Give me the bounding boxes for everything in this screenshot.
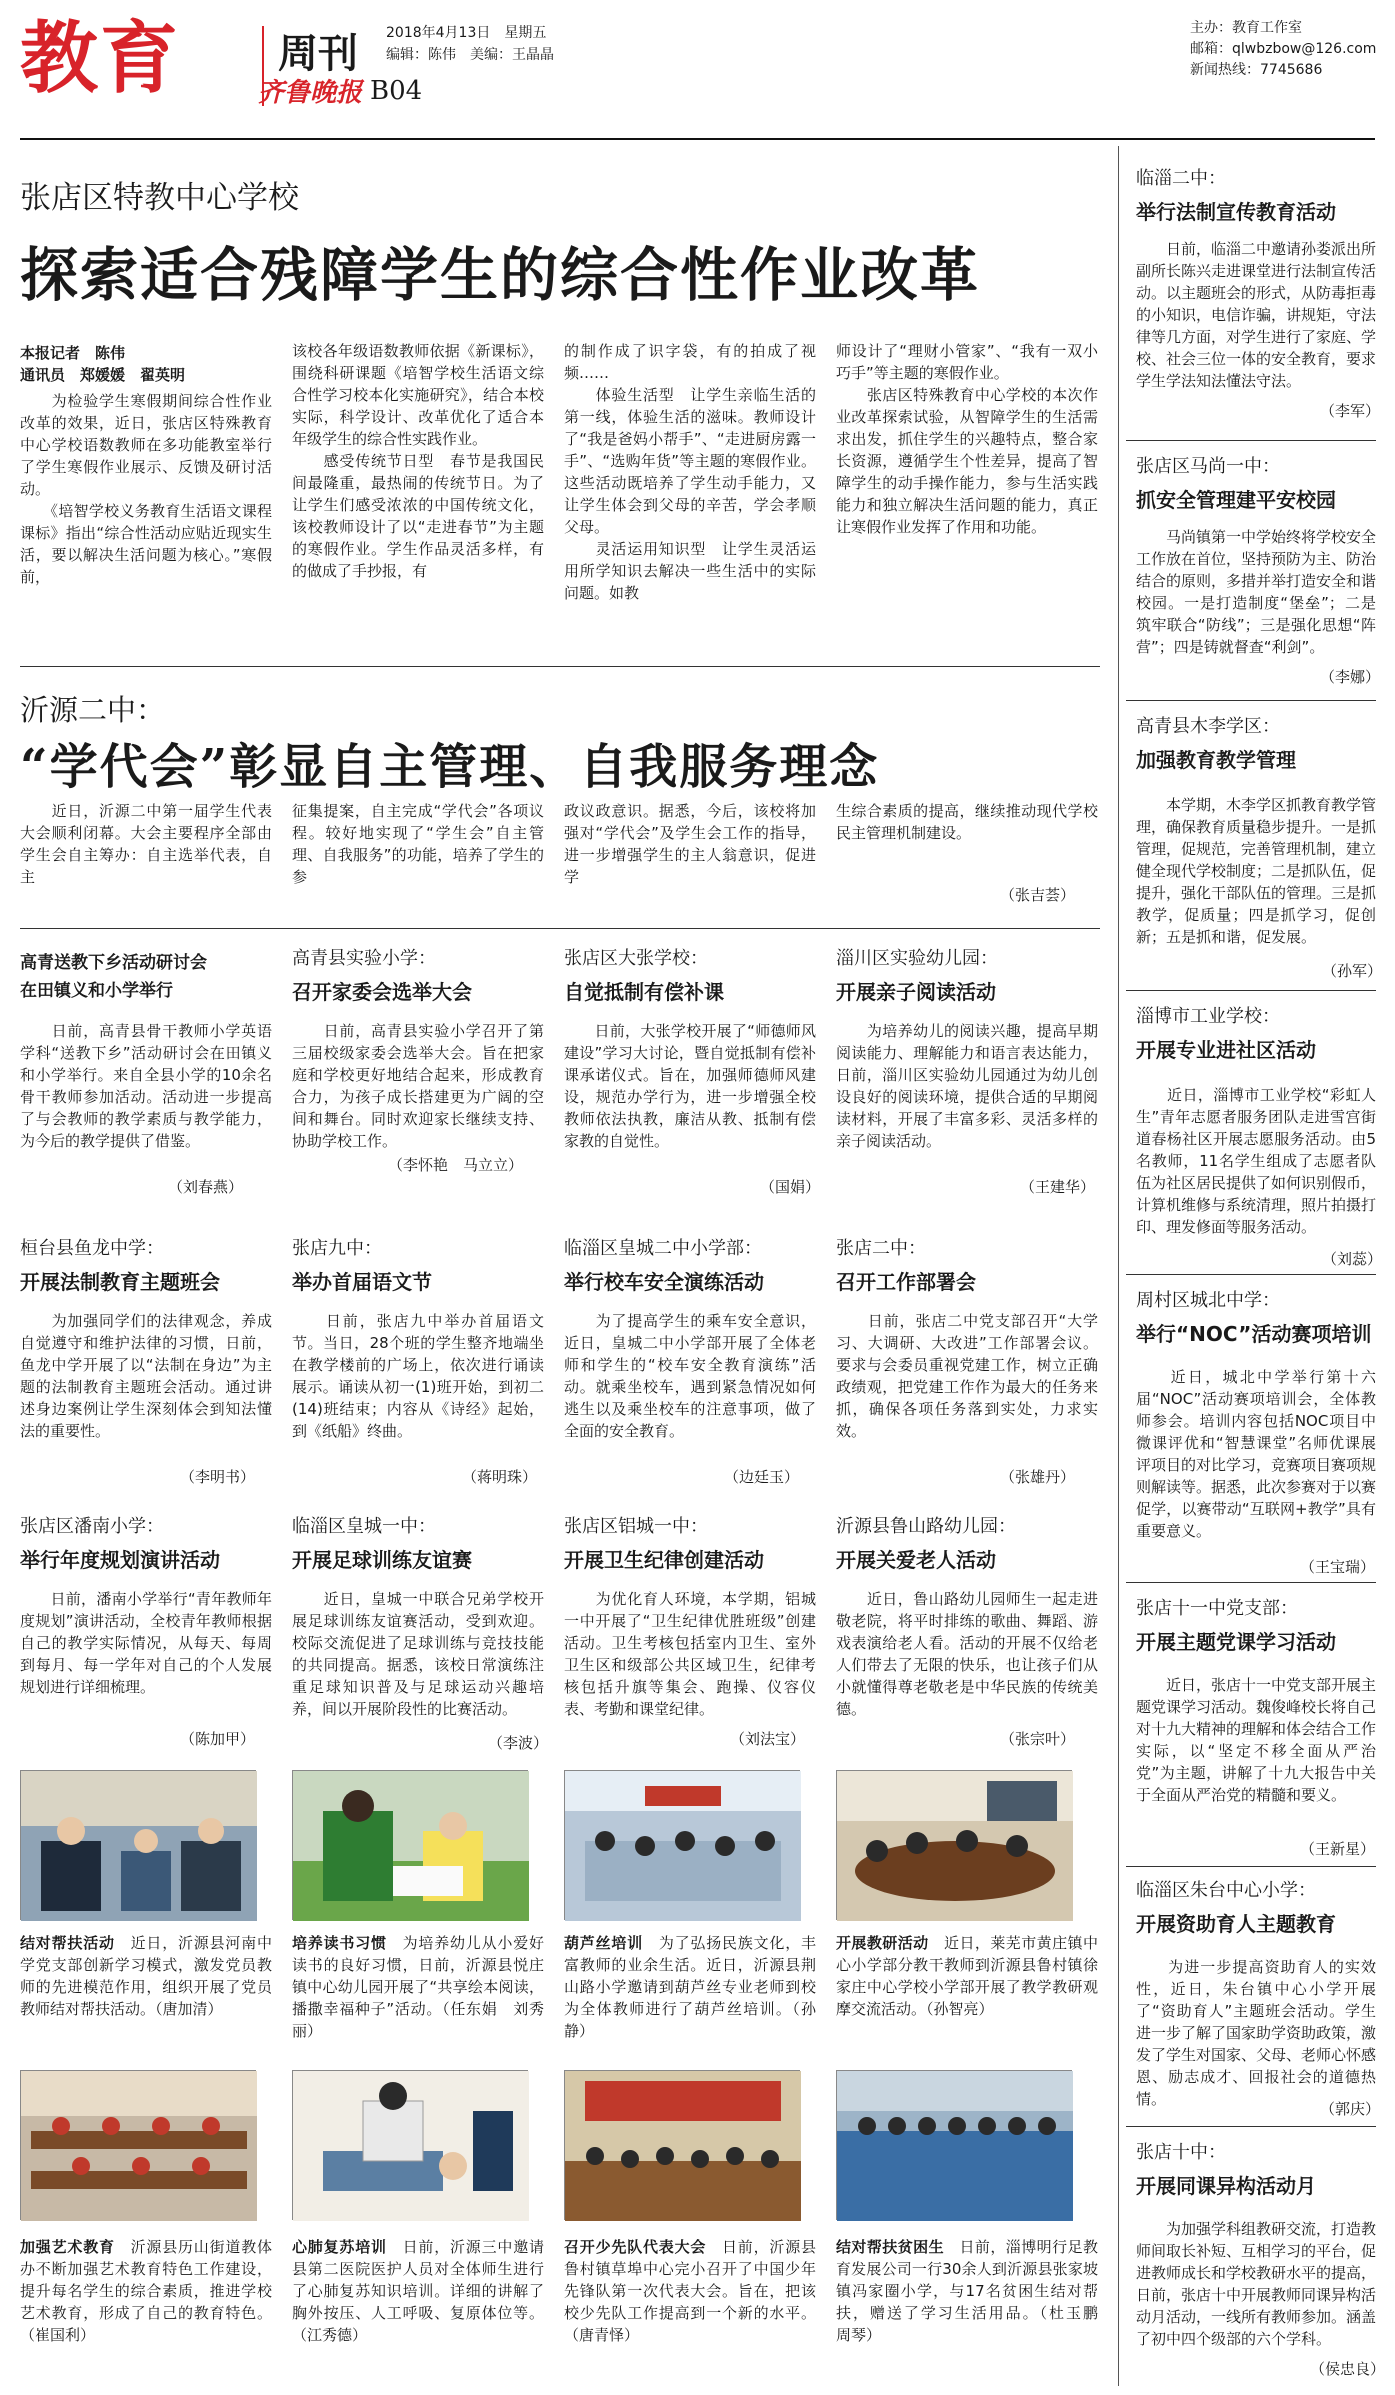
sidebar-rule bbox=[1126, 1582, 1376, 1583]
sidebar-3-author: （孙军） bbox=[1322, 962, 1383, 980]
photo-7-caption-title: 召开少先队代表大会 bbox=[564, 2238, 707, 2256]
sidebar-rule bbox=[1126, 440, 1376, 441]
sidebar-4-kicker: 淄博市工业学校： bbox=[1136, 1006, 1280, 1027]
brief-5-body: 为加强同学们的法律观念，养成自觉遵守和维护法律的习惯，日前，鱼龙中学开展了以“法制在身边”为主题的法制教育主题班会活动。通过讲述身边案例让学生深刻体会到知法懂法的重要性。 bbox=[20, 1312, 272, 1440]
brief-2-author: （李怀艳 马立立） bbox=[388, 1156, 524, 1174]
section-rule bbox=[20, 666, 1100, 667]
sidebar-2-author: （李娜） bbox=[1320, 668, 1381, 686]
sidebar-4-body: 近日，淄博市工业学校“彩虹人生”青年志愿者服务团队走进雪宫街道春杨社区开展志愿服务活动。由5名教师，11名学生组成了志愿者队伍为社区居民提供了如何识别假币，计算机维修与系统清理，照片拍摄打印、理发修面等服务活动。 bbox=[1136, 1086, 1377, 1236]
weekly-label: 周刊 bbox=[278, 30, 358, 77]
photo-4-caption-text: 近日，莱芜市黄庄镇中心小学部分教干教师到沂源县鲁村镇徐家庄中心学校小学部开展了教学教研观摩交流活动。 bbox=[836, 1934, 1098, 2018]
second-col-3: 政议政意识。据悉，今后，该校将加强对“学代会”及学生会工作的指导，进一步增强学生的主人翁意识，促进学 bbox=[564, 802, 816, 886]
sidebar-8-title: 开展同课异构活动月 bbox=[1136, 2174, 1316, 2198]
sidebar-rule bbox=[1126, 700, 1376, 701]
photo-6-author: （江秀德） bbox=[292, 2326, 368, 2344]
section-title: 教育 bbox=[20, 13, 181, 104]
briefs-rule bbox=[20, 928, 1100, 929]
photo-5-caption-text: 沂源县历山街道教体办不断加强艺术教育特色工作建设，提升每名学生的综合素质，推进学校艺术教育，形成了自己的教育特色。 bbox=[20, 2238, 272, 2322]
brief-3-title: 自觉抵制有偿补课 bbox=[564, 980, 724, 1004]
brief-6-body: 日前，张店九中举办首届语文节。当日，28个班的学生整齐地端坐在教学楼前的广场上，依次进行诵读展示。诵读从初一(1)班开始，到初二(14)班结束；内容从《诗经》起始，到《纸船》终曲。 bbox=[292, 1312, 544, 1440]
sidebar-3-title: 加强教育教学管理 bbox=[1136, 748, 1296, 772]
brief-3-body: 日前，大张学校开展了“师德师风建设”学习大讨论，暨自觉抵制有偿补课承诺仪式。旨在，加强师德师风建设，规范办学行为，进一步增强全校教师依法执教，廉洁从教、抵制有偿家教的自觉性。 bbox=[564, 1022, 816, 1150]
issue-date: 2018年4月13日 星期五 bbox=[386, 25, 547, 41]
brief-2-kicker: 高青县实验小学： bbox=[292, 948, 436, 969]
photo-8-caption bbox=[836, 2236, 1113, 2366]
brief-7-kicker: 临淄区皇城二中小学部： bbox=[564, 1238, 762, 1259]
brief-12-title: 开展关爱老人活动 bbox=[836, 1548, 996, 1572]
photo-5-author: （崔国利） bbox=[20, 2326, 96, 2344]
photo-4-caption-title: 开展教研活动 bbox=[836, 1934, 929, 1952]
second-headline: “学代会”彰显自主管理、自我服务理念 bbox=[20, 739, 880, 795]
brief-12-kicker: 沂源县鲁山路幼儿园： bbox=[836, 1516, 1016, 1537]
lead-kicker: 张店区特教中心学校 bbox=[20, 180, 299, 216]
lead-headline: 探索适合残障学生的综合性作业改革 bbox=[20, 241, 981, 309]
photo-7-caption-text: 日前，沂源县鲁村镇草埠中心完小召开了中国少年先锋队第一次代表大会。旨在，把该校少先队工作提高到一个新的水平。 bbox=[564, 2238, 816, 2322]
sidebar-4-author: （刘蕊） bbox=[1322, 1250, 1383, 1268]
sidebar-rule bbox=[1126, 1866, 1376, 1867]
brief-4-author: （王建华） bbox=[1020, 1178, 1096, 1196]
brief-1-author: （刘春燕） bbox=[168, 1178, 244, 1196]
sidebar-8-body: 为加强学科组教研交流，打造教师间取长补短、互相学习的平台，促进教师成长和学校教研水平的提高，日前，张店十中开展教师同课异构活动月活动，一线所有教师参加。涵盖了初中四个级部的六个学科。 bbox=[1136, 2220, 1377, 2348]
lead-col-3: 的制作成了识字袋，有的拍成了视频…… 体验生活型 让学生亲临生活的第一线，体验生活的滋味。教师设计了“我是爸妈小帮手”、“走进厨房露一手”、“选购年货”等主题的寒假作业。这些活动既培养了学生动手能力，又让学生体会到父母的辛苦，学会孝顺父母。 灵活运用知识型 让学生灵活运用所学知识去解决一些生活中的实际问题。如教 bbox=[564, 342, 816, 602]
photo-2-caption-text: 为培养幼儿从小爱好读书的良好习惯，日前，沂源县悦庄镇中心幼儿园开展了“共享绘本阅读，播撒幸福种子”活动。 bbox=[292, 1934, 544, 2018]
photo-3-author: （孙静） bbox=[564, 2000, 816, 2040]
photo-3-caption-text: 为了弘扬民族文化，丰富教师的业余生活。近日，沂源县荆山路小学邀请到葫芦丝专业老师到校为全体教师进行了葫芦丝培训。 bbox=[564, 1934, 816, 2018]
photo-art-education bbox=[20, 2070, 256, 2220]
photo-5-caption-title: 加强艺术教育 bbox=[20, 2238, 115, 2256]
sidebar-5-title: 举行“NOC”活动赛项培训 bbox=[1136, 1322, 1372, 1346]
sidebar-4-title: 开展专业进社区活动 bbox=[1136, 1038, 1316, 1062]
brief-12-body: 近日，鲁山路幼儿园师生一起走进敬老院，将平时排练的歌曲、舞蹈、游戏表演给老人看。活动的开展不仅给老人们带去了无限的快乐，也让孩子们从小就懂得尊老敬老是中华民族的传统美德。 bbox=[836, 1590, 1098, 1718]
sidebar-7-title: 开展资助育人主题教育 bbox=[1136, 1912, 1336, 1936]
sidebar-8-author: （侯忠良） bbox=[1310, 2360, 1386, 2378]
brief-10-title: 开展足球训练友谊赛 bbox=[292, 1548, 472, 1572]
newspaper-logo: 齐鲁晚报 bbox=[258, 78, 363, 108]
brief-1-sub: 在田镇义和小学举行 bbox=[20, 981, 173, 1001]
photo-1-caption-text: 近日，沂源县河南中学党支部创新学习模式，激发党员教师的先进模范作用，组织开展了党员教师结对帮扶活动。 bbox=[20, 1934, 272, 2018]
sidebar-1-body: 日前，临淄二中邀请孙娄派出所副所长陈兴走进课堂进行法制宣传活动。以主题班会的形式，从防毒拒毒的小知识，电信诈骗，讲规矩，守法律等几方面，对学生进行了家庭、学校、社会三位一体的安全教育，要求学生学法知法懂法守法。 bbox=[1136, 240, 1377, 390]
brief-2-body: 日前，高青县实验小学召开了第三届校级家委会选举大会。旨在把家庭和学校更好地结合起来，形成教育合力，为孩子成长搭建更为广阔的空间和舞台。同时欢迎家长继续支持、协助学校工作。 bbox=[292, 1022, 544, 1150]
photo-4-caption bbox=[836, 1932, 1098, 2018]
brief-2-title: 召开家委会选举大会 bbox=[292, 980, 472, 1004]
photo-6-caption-text: 日前，沂源三中邀请县第二医院医护人员对全体师生进行了心肺复苏知识培训。详细的讲解了胸外按压、人工呼吸、复原体位等。 bbox=[292, 2238, 544, 2322]
brief-11-kicker: 张店区铝城一中： bbox=[564, 1516, 708, 1537]
brief-8-body: 日前，张店二中党支部召开“大学习、大调研、大改进”工作部署会议。要求与会委员重视党建工作，树立正确政绩观，把党建工作作为最大的任务来抓，确保各项任务落到实处，力求实效。 bbox=[836, 1312, 1098, 1440]
editor-credits: 编辑：陈伟 美编：王晶晶 bbox=[386, 47, 554, 63]
photo-teaching-research bbox=[836, 1770, 1072, 1920]
photo-7-caption bbox=[564, 2236, 816, 2366]
photo-2-caption-title: 培养读书习惯 bbox=[292, 1934, 387, 1952]
sidebar-1-kicker: 临淄二中： bbox=[1136, 168, 1226, 189]
sidebar-divider bbox=[1118, 146, 1119, 2386]
photo-6-caption bbox=[292, 2236, 544, 2366]
sidebar-7-kicker: 临淄区朱台中心小学： bbox=[1136, 1880, 1316, 1901]
brief-9-author: （陈加甲） bbox=[180, 1730, 256, 1748]
sidebar-6-body: 近日，张店十一中党支部开展主题党课学习活动。魏俊峰校长将自己对十九大精神的理解和体会结合工作实际，以“坚定不移全面从严治党”为主题，讲解了十九大报告中关于全面从严治党的精髓和要义。 bbox=[1136, 1676, 1377, 1804]
brief-1-body: 日前，高青县骨干教师小学英语学科“送教下乡”活动研讨会在田镇义和小学举行。来自全县小学的10余名骨干教师参加活动。活动进一步提高了与会教师的教学素质与教学能力，为今后的教学提供了借鉴。 bbox=[20, 1022, 272, 1150]
sidebar-rule bbox=[1126, 990, 1376, 991]
photo-young-pioneers bbox=[564, 2070, 800, 2220]
brief-6-kicker: 张店九中： bbox=[292, 1238, 382, 1259]
brief-10-kicker: 临淄区皇城一中： bbox=[292, 1516, 436, 1537]
photo-hulusi-training bbox=[564, 1770, 800, 1920]
sidebar-2-title: 抓安全管理建平安校园 bbox=[1136, 488, 1336, 512]
brief-5-title: 开展法制教育主题班会 bbox=[20, 1270, 220, 1294]
sidebar-2-body: 马尚镇第一中学始终将学校安全工作放在首位，坚持预防为主、防治结合的原则，多措并举打造安全和谐校园。一是打造制度“堡垒”；二是筑牢联合“防线”；三是强化思想“阵营”；四是铸就督查“利剑”。 bbox=[1136, 528, 1377, 656]
photo-3-caption bbox=[564, 1932, 816, 2040]
photo-poverty-support bbox=[836, 2070, 1072, 2220]
photo-8-caption-text: 日前，淄博明行足教育发展公司一行30余人到沂源县张家坡镇冯家圈小学，与17名贫困生结对帮扶，赠送了学习生活用品。 bbox=[836, 2238, 1098, 2322]
sidebar-5-author: （王宝瑞） bbox=[1300, 1558, 1376, 1576]
brief-9-kicker: 张店区潘南小学： bbox=[20, 1516, 164, 1537]
brief-4-title: 开展亲子阅读活动 bbox=[836, 980, 996, 1004]
brief-11-title: 开展卫生纪律创建活动 bbox=[564, 1548, 764, 1572]
photo-5-caption bbox=[20, 2236, 272, 2366]
lead-col-1: 为检验学生寒假期间综合性作业改革的效果，近日，张店区特殊教育中心学校语数教师在多功能教室举行了学生寒假作业展示、反馈及研讨活动。 《培智学校义务教育生活语文课程课标》指出“综合性活动应贴近现实生活，要以解决生活问题为核心。”寒假前， bbox=[20, 392, 272, 586]
sidebar-5-kicker: 周村区城北中学： bbox=[1136, 1290, 1280, 1311]
photo-cpr-training bbox=[292, 2070, 528, 2220]
sidebar-6-title: 开展主题党课学习活动 bbox=[1136, 1630, 1336, 1654]
sidebar-rule bbox=[1126, 2126, 1376, 2127]
sidebar-1-title: 举行法制宣传教育活动 bbox=[1136, 200, 1336, 224]
brief-5-author: （李明书） bbox=[180, 1468, 256, 1486]
photo-7-author: （唐青怿） bbox=[564, 2326, 640, 2344]
brief-12-author: （张宗叶） bbox=[1000, 1730, 1076, 1748]
lead-byline: 本报记者 陈伟 通讯员 郑媛媛 翟英明 bbox=[20, 344, 186, 384]
brief-11-body: 为优化育人环境，本学期，铝城一中开展了“卫生纪律优胜班级”创建活动。卫生考核包括室内卫生、室外卫生区和级部公共区域卫生，纪律考核包括升旗等集会、跑操、仪容仪表、考勤和课堂纪律。 bbox=[564, 1590, 816, 1718]
masthead-rule bbox=[20, 138, 1375, 140]
brief-7-author: （边廷玉） bbox=[724, 1468, 800, 1486]
brief-1-kicker: 高青送教下乡活动研讨会 bbox=[20, 953, 207, 973]
page-number: B04 bbox=[370, 76, 423, 106]
sidebar-7-body: 为进一步提高资助育人的实效性，近日，朱台镇中心小学开展了“资助育人”主题班会活动。学生进一步了解了国家助学资助政策，激发了学生对国家、父母、老师心怀感恩、励志成才、回报社会的道德热情。 bbox=[1136, 1958, 1377, 2108]
lead-col-4: 师设计了“理财小管家”、“我有一双小巧手”等主题的寒假作业。 张店区特殊教育中心学校的本次作业改革探索试验，从智障学生的生活需求出发，抓住学生的兴趣特点，整合家长资源，遵循学生个性差异，提高了智障学生的动手操作能力，参与生活实践能力和独立解决生活问题的能力，真正让寒假作业发挥了作用和功能。 bbox=[836, 342, 1098, 536]
second-kicker: 沂源二中： bbox=[20, 693, 166, 727]
brief-6-author: （蒋明珠） bbox=[462, 1468, 538, 1486]
photo-6-caption-title: 心肺复苏培训 bbox=[292, 2238, 387, 2256]
brief-3-author: （国娟） bbox=[760, 1178, 821, 1196]
brief-3-kicker: 张店区大张学校： bbox=[564, 948, 708, 969]
sidebar-3-body: 本学期，木李学区抓教育教学管理，确保教育质量稳步提升。一是抓管理，促规范，完善管理机制，建立健全现代学校制度；二是抓队伍，促提升，强化干部队伍的管理。三是抓教学，促质量；四是抓学习，促创新；五是抓和谐，促发展。 bbox=[1136, 796, 1377, 946]
sidebar-1-author: （李军） bbox=[1320, 402, 1381, 420]
second-author: （张吉荟） bbox=[1000, 886, 1076, 904]
photo-8-caption-title: 结对帮扶贫困生 bbox=[836, 2238, 945, 2256]
sidebar-6-author: （王新星） bbox=[1300, 1840, 1376, 1858]
publisher-info: 主办：教育工作室 邮箱：qlwbzbow@126.com 新闻热线：7745686 bbox=[1190, 20, 1377, 78]
photo-1-author: （唐加清） bbox=[155, 2000, 223, 2018]
photo-1-caption bbox=[20, 1932, 272, 2018]
photo-8-author: （杜玉鹏 周琴） bbox=[836, 2304, 1113, 2344]
sidebar-6-kicker: 张店十一中党支部： bbox=[1136, 1598, 1298, 1619]
brief-10-author: （李波） bbox=[488, 1734, 549, 1752]
brief-7-title: 举行校车安全演练活动 bbox=[564, 1270, 764, 1294]
second-col-2: 征集提案，自主完成“学代会”各项议程。较好地实现了“学生会”自主管理、自我服务”的功能，培养了学生的参 bbox=[292, 802, 544, 886]
brief-6-title: 举办首届语文节 bbox=[292, 1270, 432, 1294]
sidebar-5-body: 近日，城北中学举行第十六届“NOC”活动赛项培训会，全体教师参会。培训内容包括NOC项目中微课评优和“智慧课堂”名师优课展评项目的对比学习，竞赛项目赛项规则解读等。据悉，此次参赛对于以赛促学，以赛带动“互联网+教学”具有重要意义。 bbox=[1136, 1368, 1377, 1540]
brief-8-author: （张雄丹） bbox=[1000, 1468, 1076, 1486]
lead-col-2: 该校各年级语数教师依据《新课标》，围绕科研课题《培智学校生活语文综合性学习校本化实施研究》，结合本校实际，科学设计、改革优化了适合本年级学生的综合性实践作业。 感受传统节日型 春节是我国民间最隆重，最热闹的传统节日。为了让学生们感受浓浓的中国传统文化，该校教师设计了以“走进春节”为主题的寒假作业。学生作品灵活多样，有的做成了手抄报，有 bbox=[292, 342, 544, 580]
brief-7-body: 为了提高学生的乘车安全意识，近日，皇城二中小学部开展了全体老师和学生的“校车安全教育演练”活动。就乘坐校车，遇到紧急情况如何逃生以及乘坐校车的注意事项，做了全面的安全教育。 bbox=[564, 1312, 816, 1440]
sidebar-2-kicker: 张店区马尚一中： bbox=[1136, 456, 1280, 477]
brief-8-kicker: 张店二中： bbox=[836, 1238, 926, 1259]
photo-2-caption bbox=[292, 1932, 544, 2040]
sidebar-rule bbox=[1126, 1274, 1376, 1275]
brief-10-body: 近日，皇城一中联合兄弟学校开展足球训练友谊赛活动，受到欢迎。校际交流促进了足球训练与竞技技能的共同提高。据悉，该校日常演练注重足球知识普及与足球运动兴趣培养，间以开展阶段性的比赛活动。 bbox=[292, 1590, 544, 1718]
photo-reading-habit bbox=[292, 1770, 528, 1920]
photo-3-caption-title: 葫芦丝培训 bbox=[564, 1934, 643, 1952]
photo-1-caption-title: 结对帮扶活动 bbox=[20, 1934, 115, 1952]
brief-4-kicker: 淄川区实验幼儿园： bbox=[836, 948, 998, 969]
brief-4-body: 为培养幼儿的阅读兴趣，提高早期阅读能力、理解能力和语言表达能力，日前，淄川区实验幼儿园通过为幼儿创设良好的阅读环境，提供合适的早期阅读材料，开展了丰富多彩、灵活多样的亲子阅读活动。 bbox=[836, 1022, 1098, 1150]
brief-9-title: 举行年度规划演讲活动 bbox=[20, 1548, 220, 1572]
second-col-1: 近日，沂源二中第一届学生代表大会顺利闭幕。大会主要程序全部由学生会自主筹办：自主选举代表，自主 bbox=[20, 802, 272, 886]
sidebar-7-author: （郭庆） bbox=[1320, 2100, 1381, 2118]
brief-5-kicker: 桓台县鱼龙中学： bbox=[20, 1238, 164, 1259]
photo-4-author: （孙智亮） bbox=[926, 2000, 994, 2018]
photo-2-author: （任东娟 刘秀丽） bbox=[292, 2000, 544, 2040]
brief-8-title: 召开工作部署会 bbox=[836, 1270, 976, 1294]
sidebar-8-kicker: 张店十中： bbox=[1136, 2142, 1226, 2163]
photo-classroom-support bbox=[20, 1770, 256, 1920]
second-col-4: 生综合素质的提高，继续推动现代学校民主管理机制建设。 bbox=[836, 802, 1098, 842]
brief-9-body: 日前，潘南小学举行“青年教师年度规划”演讲活动，全校青年教师根据自己的教学实际情况，从每天、每周到每月、每一学年对自己的个人发展规划进行详细梳理。 bbox=[20, 1590, 272, 1696]
brief-11-author: （刘法宝） bbox=[730, 1730, 806, 1748]
sidebar-3-kicker: 高青县木李学区： bbox=[1136, 716, 1280, 737]
